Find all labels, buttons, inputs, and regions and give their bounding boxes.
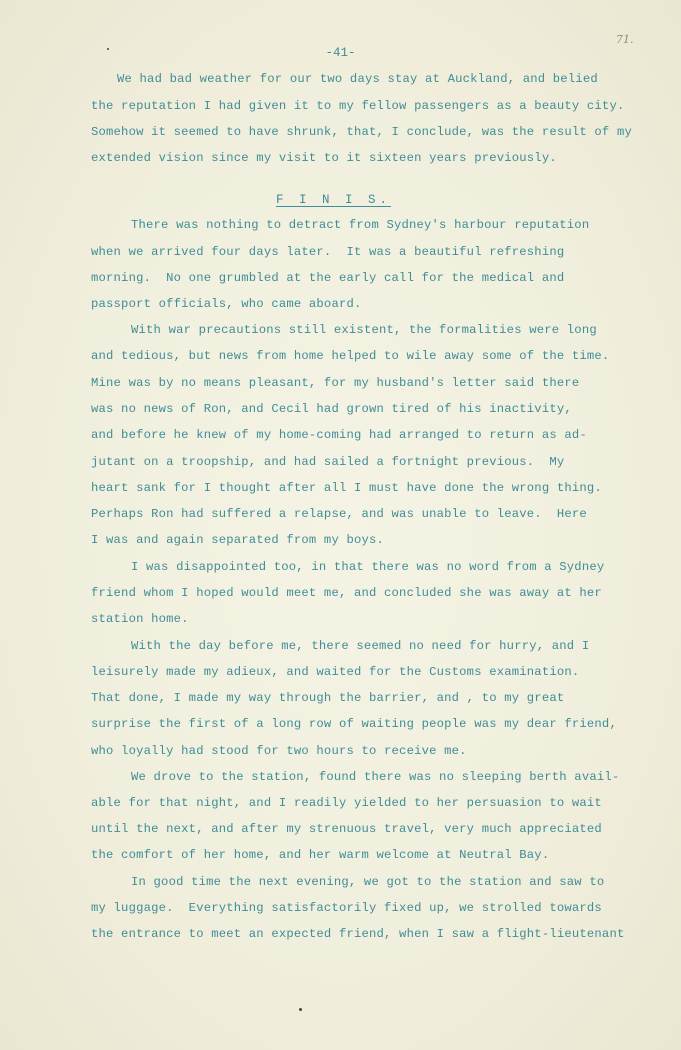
text-line: morning. No one grumbled at the early call for the medical and bbox=[91, 271, 565, 285]
text-line: when we arrived four days later. It was a beautiful refreshing bbox=[91, 245, 565, 259]
text-line: friend whom I hoped would meet me, and concluded she was away at her bbox=[91, 586, 602, 600]
text-line: and tedious, but news from home helped to wile away some of the time. bbox=[91, 349, 610, 363]
text-line: There was nothing to detract from Sydney's harbour reputation bbox=[131, 218, 590, 232]
paper-speck bbox=[107, 48, 109, 50]
text-line: We drove to the station, found there was no sleeping berth avail- bbox=[131, 770, 620, 784]
text-line: station home. bbox=[91, 612, 189, 626]
text-line: In good time the next evening, we got to the station and saw to bbox=[131, 875, 605, 889]
text-line: who loyally had stood for two hours to receive me. bbox=[91, 744, 467, 758]
text-line: With the day before me, there seemed no need for hurry, and I bbox=[131, 639, 590, 653]
text-line: jutant on a troopship, and had sailed a fortnight previous. My bbox=[91, 455, 565, 469]
text-line: We had bad weather for our two days stay at Auckland, and belied bbox=[117, 72, 598, 86]
text-line: I was and again separated from my boys. bbox=[91, 533, 385, 547]
text-line: until the next, and after my strenuous travel, very much appreciated bbox=[91, 822, 602, 836]
text-line: leisurely made my adieux, and waited for the Customs examination. bbox=[91, 665, 580, 679]
text-line: Somehow it seemed to have shrunk, that, I conclude, was the result of my bbox=[91, 125, 632, 139]
text-line: passport officials, who came aboard. bbox=[91, 297, 362, 311]
archive-page-number: 71. bbox=[616, 33, 634, 46]
text-line: I was disappointed too, in that there was no word from a Sydney bbox=[131, 560, 605, 574]
paper-speck bbox=[299, 1008, 302, 1011]
text-line: my luggage. Everything satisfactorily fixed up, we strolled towards bbox=[91, 901, 602, 915]
text-line: heart sank for I thought after all I must have done the wrong thing. bbox=[91, 481, 602, 495]
text-line: the comfort of her home, and her warm welcome at Neutral Bay. bbox=[91, 848, 550, 862]
text-line: able for that night, and I readily yielded to her persuasion to wait bbox=[91, 796, 602, 810]
text-line: Mine was by no means pleasant, for my husband's letter said there bbox=[91, 376, 580, 390]
text-line: extended vision since my visit to it sixteen years previously. bbox=[91, 151, 557, 165]
text-line: Perhaps Ron had suffered a relapse, and was unable to leave. Here bbox=[91, 507, 587, 521]
text-line: and before he knew of my home-coming had arranged to return as ad- bbox=[91, 428, 587, 442]
text-line: was no news of Ron, and Cecil had grown tired of his inactivity, bbox=[91, 402, 572, 416]
text-line: the entrance to meet an expected friend, when I saw a flight-lieutenant bbox=[91, 927, 625, 941]
text-line: the reputation I had given it to my fellow passengers as a beauty city. bbox=[91, 99, 625, 113]
section-heading: F I N I S. bbox=[276, 193, 392, 207]
text-line: surprise the first of a long row of waiting people was my dear friend, bbox=[91, 717, 617, 731]
text-line: That done, I made my way through the barrier, and , to my great bbox=[91, 691, 565, 705]
page-number: -41- bbox=[325, 46, 356, 60]
text-line: With war precautions still existent, the formalities were long bbox=[131, 323, 597, 337]
